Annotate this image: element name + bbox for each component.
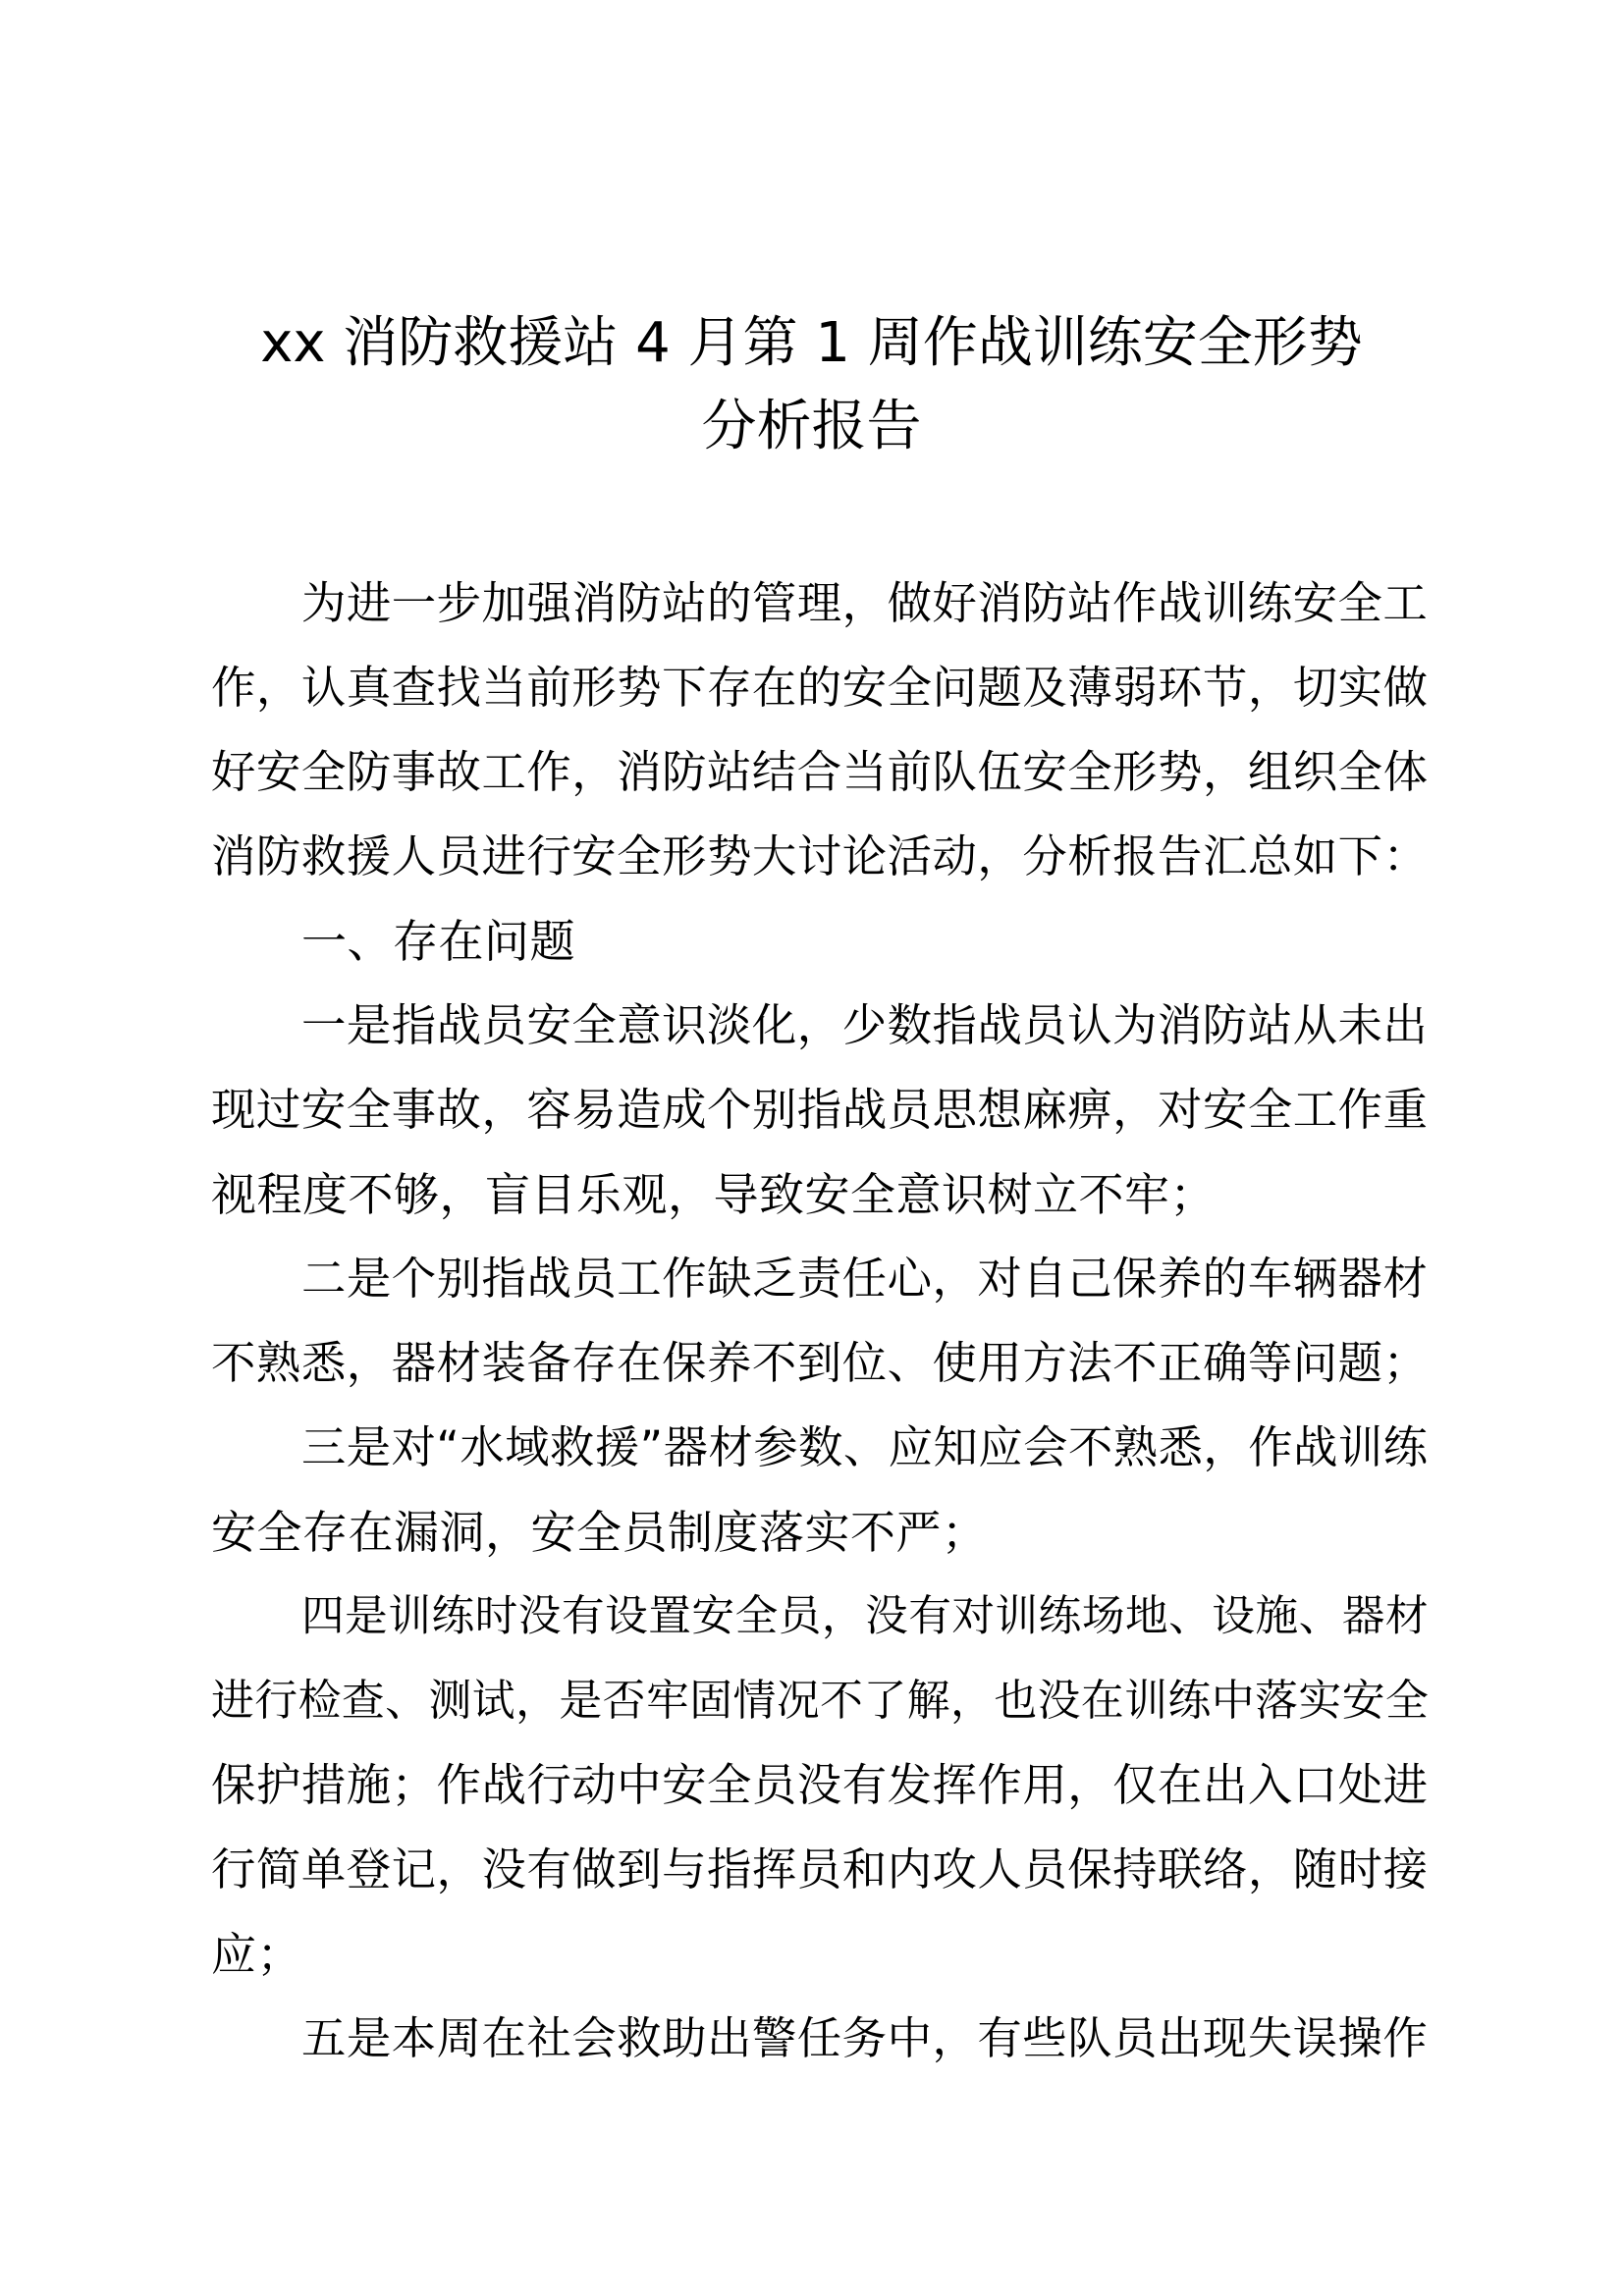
text-line: 进行检查、测试，是否牢固情况不了解，也没在训练中落实安全 (211, 1676, 1430, 1726)
document-title-line-1: xx 消防救援站 4 月第 1 周作战训练安全形势 (260, 311, 1363, 375)
text-line: 三是对“水域救援”器材参数、应知应会不熟悉，作战训练 (301, 1421, 1429, 1473)
text-line: 消防救援人员进行安全形势大讨论活动，分析报告汇总如下： (211, 830, 1429, 882)
text-line: 一、存在问题 (301, 915, 575, 968)
text-line: 二是个别指战员工作缺乏责任心，对自己保养的车辆器材 (301, 1253, 1429, 1305)
text-line: 行简单登记，没有做到与指挥员和内攻人员保持联络，随时接 (211, 1843, 1429, 1896)
text-line: 一是指战员安全意识淡化，少数指战员认为消防站从未出 (301, 999, 1429, 1051)
text-line: 五是本周在社会救助出警任务中，有些队员出现失误操作 (301, 2012, 1429, 2064)
text-line: 应； (211, 1928, 302, 1981)
text-line: 现过安全事故，容易造成个别指战员思想麻痹，对安全工作重 (211, 1084, 1429, 1136)
text-line: 四是训练时没有设置安全员，没有对训练场地、设施、器材 (301, 1591, 1430, 1641)
text-line: 好安全防事故工作，消防站结合当前队伍安全形势，组织全体 (211, 746, 1429, 798)
text-line: 安全存在漏洞，安全员制度落实不严； (211, 1506, 988, 1559)
text-line: 保护措施；作战行动中安全员没有发挥作用，仅在出入口处进 (211, 1759, 1429, 1811)
text-line: 不熟悉，器材装备存在保养不到位、使用方法不正确等问题； (211, 1337, 1429, 1389)
text-line: 为进一步加强消防站的管理，做好消防站作战训练安全工 (301, 577, 1429, 629)
text-line: 视程度不够，盲目乐观，导致安全意识树立不牢； (211, 1168, 1216, 1221)
document-title-line-2: 分析报告 (701, 395, 922, 458)
document-body (211, 561, 1429, 2081)
text-line: 作，认真查找当前形势下存在的安全问题及薄弱环节，切实做 (211, 662, 1429, 714)
